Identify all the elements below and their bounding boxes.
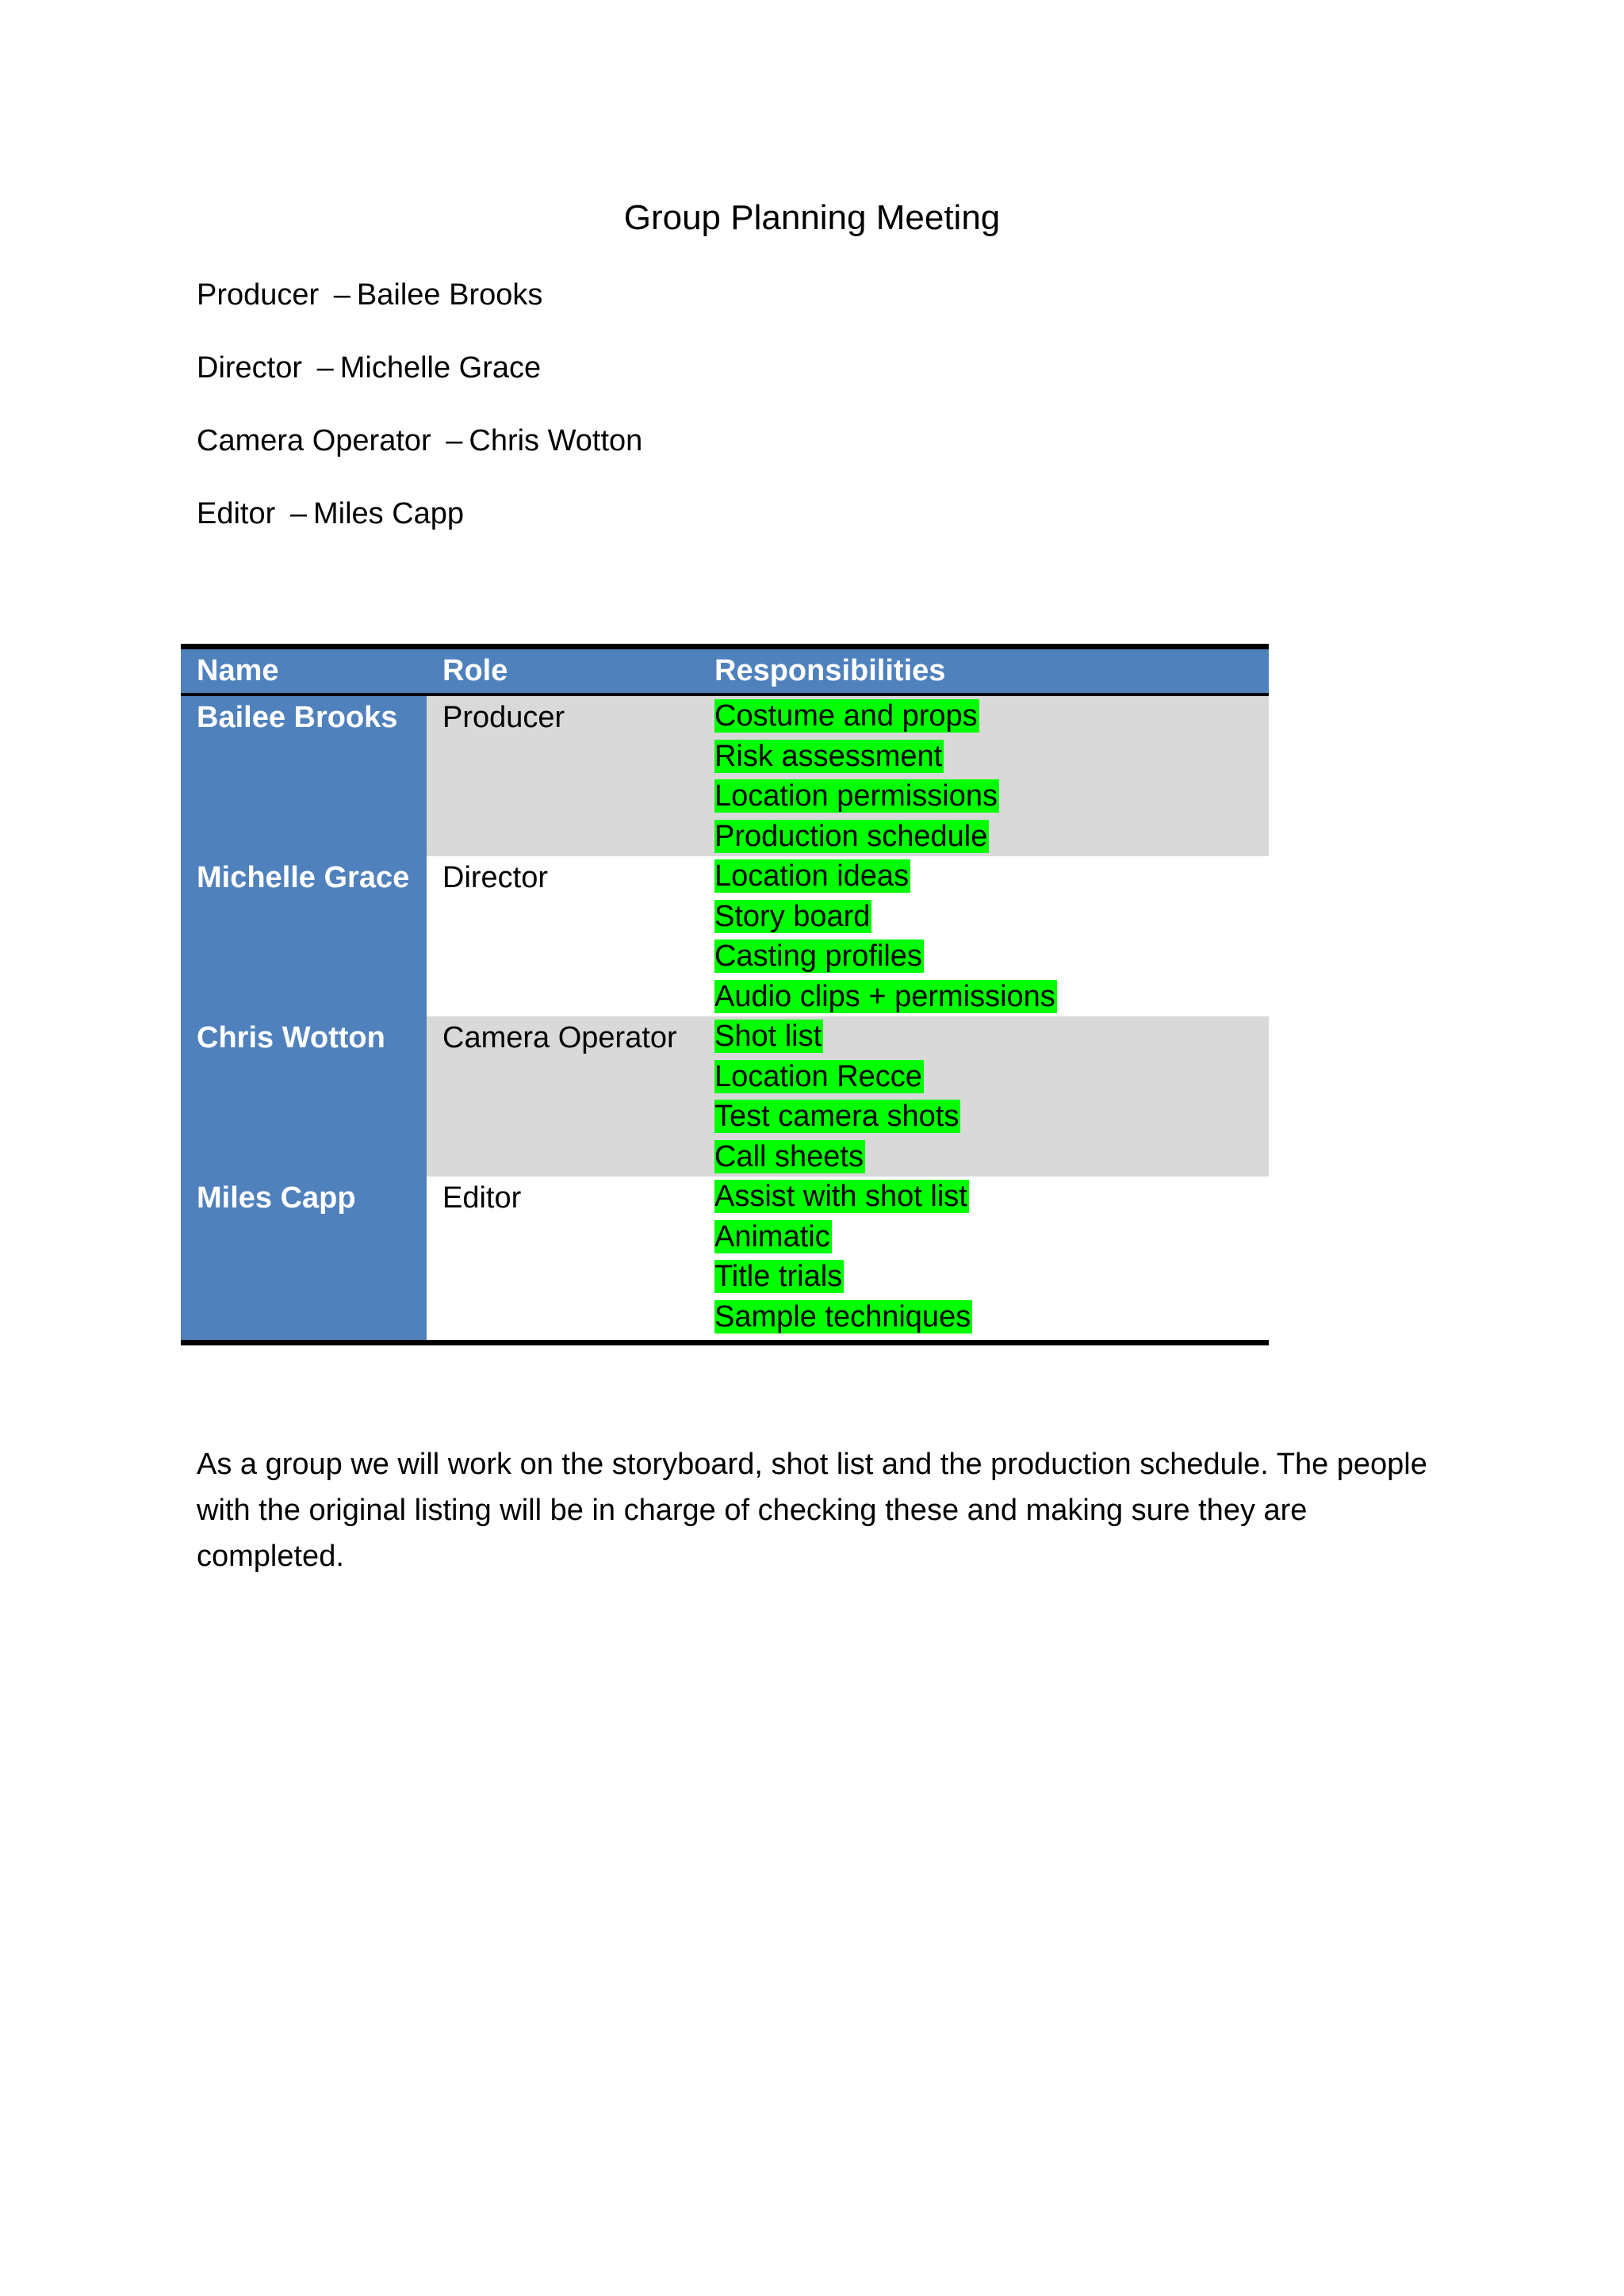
credit-separator: – <box>446 424 463 457</box>
member-name: Miles Capp <box>181 1177 427 1343</box>
responsibility-item <box>714 897 1269 937</box>
credit-line <box>197 349 642 387</box>
responsibility-text: Costume and props <box>714 699 978 733</box>
responsibility-item <box>714 1096 1269 1137</box>
header-responsibilities: Responsibilities <box>699 647 1269 695</box>
credit-separator: – <box>289 497 307 530</box>
member-responsibilities <box>699 856 1269 1016</box>
page-title: Group Planning Meeting <box>623 198 1001 237</box>
responsibility-item <box>714 817 1269 857</box>
member-role: Producer <box>427 695 699 856</box>
credit-role: Camera Operator <box>197 424 431 457</box>
credit-separator: – <box>316 351 334 385</box>
responsibility-text: Risk assessment <box>714 739 943 773</box>
credit-name: Bailee Brooks <box>356 278 543 312</box>
responsibility-text: Sample techniques <box>714 1299 971 1334</box>
responsibility-text: Audio clips + permissions <box>714 979 1055 1013</box>
responsibility-text: Location permissions <box>714 779 998 813</box>
table-row <box>181 856 1269 1016</box>
responsibility-item <box>714 776 1269 817</box>
responsibility-item <box>714 1217 1269 1257</box>
member-role: Director <box>442 861 549 894</box>
responsibility-text: Production schedule <box>714 819 988 853</box>
credit-line <box>197 495 642 533</box>
responsibility-item <box>714 1297 1269 1337</box>
table-row <box>181 1016 1269 1177</box>
table-row <box>181 1177 1269 1343</box>
credit-name: Chris Wotton <box>469 424 643 457</box>
responsibility-item <box>714 1057 1269 1097</box>
responsibility-text: Call sheets <box>714 1139 864 1173</box>
responsibility-text: Story board <box>714 899 871 933</box>
responsibility-text: Title trials <box>714 1260 843 1293</box>
responsibility-item <box>714 856 1269 897</box>
responsibility-text: Assist with shot list <box>714 1180 967 1213</box>
member-name: Bailee Brooks <box>181 695 427 856</box>
credits-list <box>197 276 642 568</box>
responsibility-item <box>714 1257 1269 1297</box>
credit-role: Producer <box>197 278 320 312</box>
responsibility-text: Location Recce <box>714 1059 922 1093</box>
table-row <box>181 695 1269 856</box>
credit-line <box>197 422 642 460</box>
closing-paragraph: As a group we will work on the storyboard, shot list and the production schedule. The people with the original listing will be in charge of checking these and making sure they are completed. <box>197 1448 1427 1573</box>
credit-name: Michelle Grace <box>339 351 542 385</box>
responsibility-item <box>714 1177 1269 1217</box>
responsibilities-table <box>181 644 1269 1345</box>
responsibility-text: Casting profiles <box>714 939 922 973</box>
credit-line <box>197 276 642 314</box>
responsibility-item <box>714 1016 1269 1057</box>
responsibility-item <box>714 936 1269 977</box>
header-role: Role <box>427 647 699 695</box>
credit-role: Director <box>197 351 303 385</box>
responsibility-item <box>714 977 1269 1017</box>
header-name: Name <box>181 647 427 695</box>
responsibility-item <box>714 1137 1269 1177</box>
credit-name: Miles Capp <box>312 497 465 530</box>
responsibility-item <box>714 696 1269 737</box>
member-responsibilities <box>699 1016 1269 1177</box>
credit-separator: – <box>333 278 350 312</box>
responsibility-item <box>714 737 1269 777</box>
credit-role: Editor <box>197 497 276 530</box>
table-header-row <box>181 647 1269 695</box>
responsibility-text: Test camera shots <box>714 1100 959 1133</box>
member-name: Chris Wotton <box>181 1016 427 1177</box>
responsibility-text: Animatic <box>714 1219 830 1253</box>
member-role: Camera Operator <box>427 1016 699 1177</box>
member-responsibilities <box>699 695 1269 856</box>
member-role: Editor <box>442 1181 522 1215</box>
responsibility-text: Location ideas <box>714 859 910 893</box>
responsibility-text: Shot list <box>714 1020 822 1053</box>
member-responsibilities <box>699 1177 1269 1343</box>
member-name: Michelle Grace <box>181 856 427 1016</box>
